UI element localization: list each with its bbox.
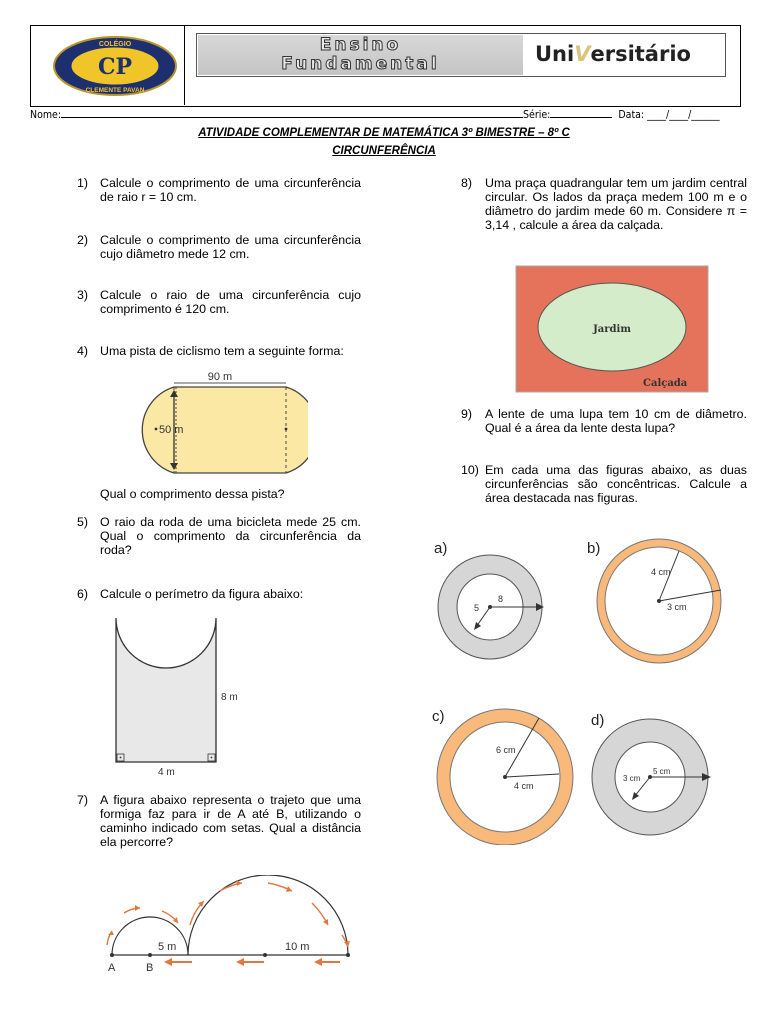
ring-figure-a xyxy=(430,535,550,665)
ring-d-letter: d) xyxy=(591,712,605,729)
ring-d-outer-label: 5 cm xyxy=(653,767,671,776)
ant-path-figure xyxy=(100,875,360,975)
banner xyxy=(196,33,726,77)
question-text: O raio da roda de uma bicicleta mede 25 cm. Qual o comprimento da circunferência da roda? xyxy=(100,515,361,557)
logo-text-top: COLÉGIO xyxy=(98,41,132,48)
banner-line2: Fundamental xyxy=(281,54,440,74)
name-label: Nome: xyxy=(30,109,62,121)
ant-big-label: 10 m xyxy=(285,941,310,953)
activity-title: ATIVIDADE COMPLEMENTAR DE MATEMÁTICA 3º BIMESTRE – 8º C xyxy=(198,127,570,139)
garden-label: Jardim xyxy=(593,324,631,335)
serie-label: Série: xyxy=(523,109,551,121)
student-info-row xyxy=(30,108,740,121)
ring-b-letter: b) xyxy=(587,540,601,557)
track-height-label: 50 m xyxy=(159,424,184,436)
name-field[interactable] xyxy=(61,108,523,118)
question-text: Calcule o raio de uma circunferência cujo comprimento é 120 cm. xyxy=(100,288,361,316)
brand-logo xyxy=(535,42,691,66)
sidewalk-label: Calçada xyxy=(643,378,688,389)
ring-a-inner-label: 5 xyxy=(474,603,480,613)
date-field[interactable]: ____/____/______ xyxy=(647,109,720,121)
header-divider xyxy=(184,25,185,105)
logo-text-bottom: CLEMENTE PAVAN xyxy=(85,87,145,94)
question-text: Calcule o comprimento de uma circunferência cujo diâmetro mede 12 cm. xyxy=(100,233,361,261)
question-text: Uma praça quadrangular tem um jardim central circular. Os lados da praça medem 100 m e o diâmetro do jardim mede 60 m. Considere π = 3,14 , calcule a área da calçada. xyxy=(485,176,747,232)
brand-uni: Uni xyxy=(535,42,575,66)
brand-rest: ersitário xyxy=(590,42,691,66)
ring-figure-d xyxy=(585,705,725,840)
logo-monogram: CP xyxy=(97,54,133,80)
ant-label-a: A xyxy=(108,962,116,974)
date-label: Data: xyxy=(618,109,645,121)
perimeter-height-label: 8 m xyxy=(221,692,238,703)
question-number: 1) xyxy=(77,176,89,190)
question-number: 3) xyxy=(77,288,89,302)
question-number: 5) xyxy=(77,515,89,529)
ring-d-inner-label: 3 cm xyxy=(623,774,641,783)
activity-subject: CIRCUNFERÊNCIA xyxy=(332,145,436,157)
ring-figure-c xyxy=(430,705,580,845)
question-number: 4) xyxy=(77,344,89,358)
ring-a-letter: a) xyxy=(434,540,448,557)
ant-label-b: B xyxy=(146,962,154,974)
question-number: 8) xyxy=(461,176,473,190)
question-number: 2) xyxy=(77,233,89,247)
brand-v: V xyxy=(574,42,591,66)
track-width-label: 90 m xyxy=(207,371,233,383)
school-logo xyxy=(52,36,178,96)
ring-c-inner-label: 4 cm xyxy=(514,781,534,791)
question-number: 6) xyxy=(77,587,89,601)
perimeter-base-label: 4 m xyxy=(158,767,175,778)
question-4-followup: Qual o comprimento dessa pista? xyxy=(100,487,285,501)
ring-a-outer-label: 8 xyxy=(498,594,504,604)
ring-c-letter: c) xyxy=(432,708,445,725)
question-number: 10) xyxy=(461,463,479,477)
cycling-track-figure xyxy=(104,365,308,477)
question-number: 9) xyxy=(461,407,473,421)
question-text: Calcule o comprimento de uma circunferência de raio r = 10 cm. xyxy=(100,176,361,204)
question-text: Calcule o perímetro da figura abaixo: xyxy=(100,587,304,601)
question-text: A figura abaixo representa o trajeto que uma formiga faz para ir de A até B, utilizando o caminho indicado com setas. Qual a distância ela percorre? xyxy=(100,793,361,849)
banner-left xyxy=(198,35,523,75)
ring-b-outer-label: 4 cm xyxy=(651,567,671,577)
serie-field[interactable] xyxy=(550,108,612,118)
question-text: Em cada uma das figuras abaixo, as duas circunferências são concêntricas. Calcule a área destacada nas figuras. xyxy=(485,463,747,505)
question-number: 7) xyxy=(77,793,89,807)
square-garden-figure xyxy=(515,265,709,393)
ant-small-label: 5 m xyxy=(158,941,177,953)
ring-figure-b xyxy=(585,535,735,665)
ring-c-outer-label: 6 cm xyxy=(496,745,516,755)
question-text: Uma pista de ciclismo tem a seguinte forma: xyxy=(100,344,344,358)
question-text: A lente de uma lupa tem 10 cm de diâmetro. Qual é a área da lente desta lupa? xyxy=(485,407,747,435)
ring-b-inner-label: 3 cm xyxy=(667,602,687,612)
banner-line1: Ensino xyxy=(319,35,402,55)
perimeter-figure xyxy=(108,615,248,780)
